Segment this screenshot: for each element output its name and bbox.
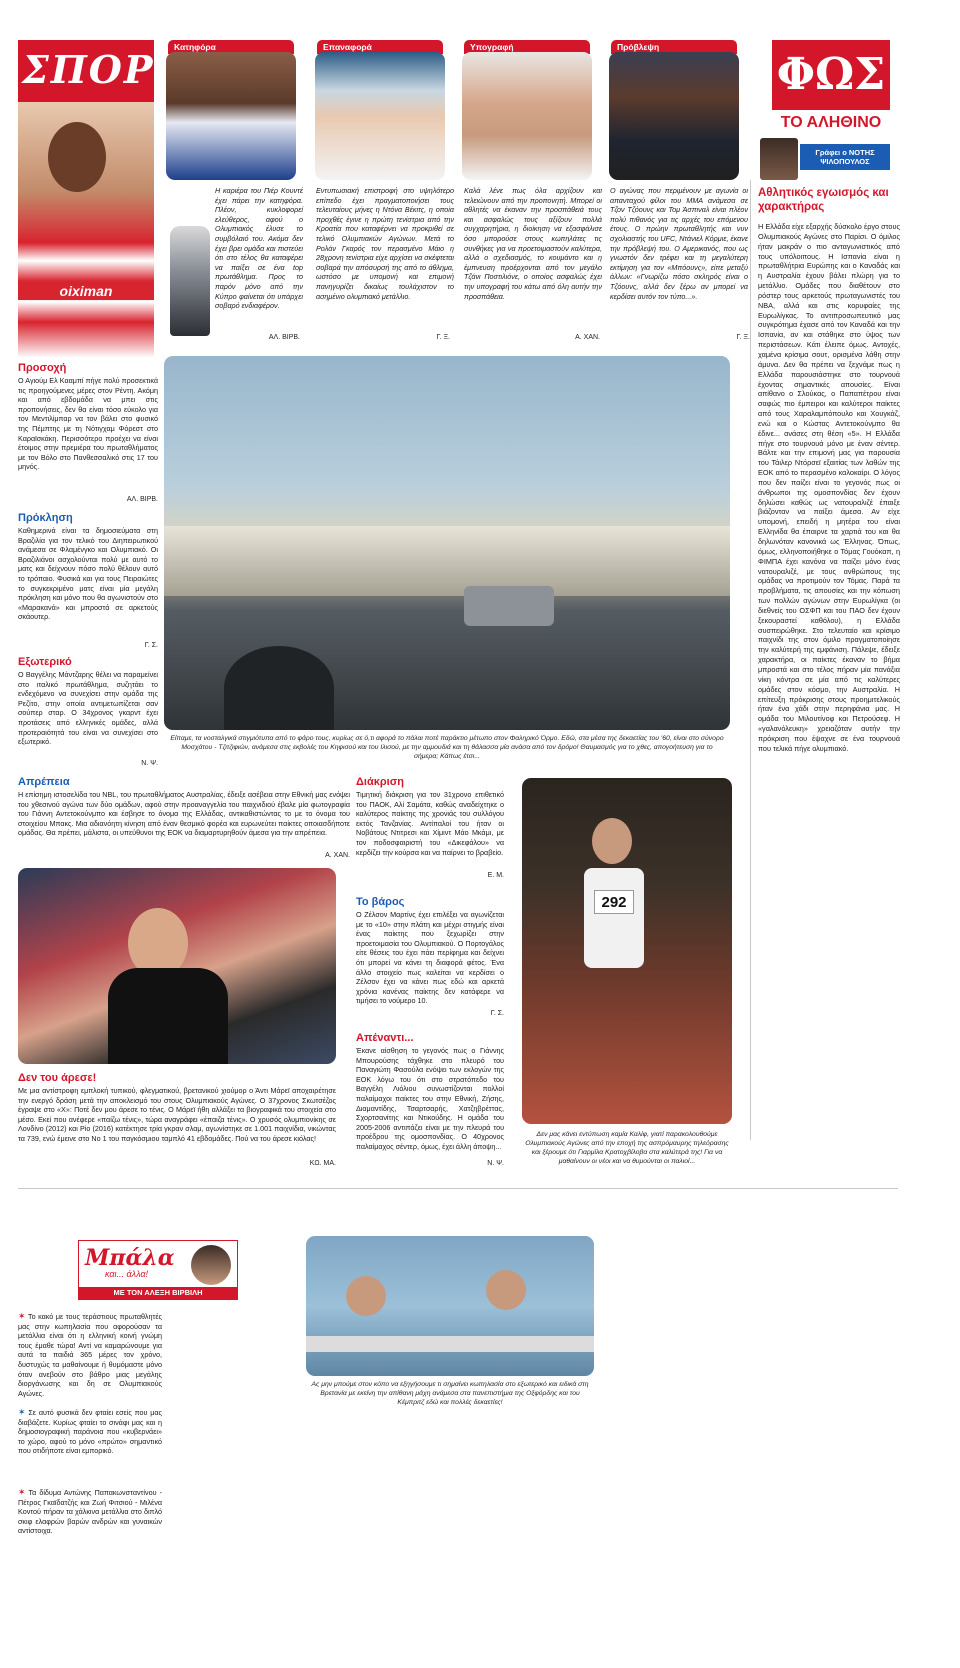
tag-epanafora: Επαναφορά: [317, 40, 443, 54]
sig-prosoxi: ΑΛ. ΒΙΡΒ.: [126, 496, 158, 503]
heading-proklisi: Πρόκληση: [18, 512, 73, 524]
sig-exoteriko: Ν. Ψ.: [141, 760, 158, 767]
sig-katifora: ΑΛ. ΒΙΡΒ.: [268, 334, 300, 341]
star-icon: ✶: [18, 1487, 26, 1497]
fos-byline-box: [800, 144, 890, 170]
mpala-item-1: [18, 1312, 162, 1398]
fos-author-photo: [760, 138, 798, 180]
star-icon: ✶: [18, 1311, 26, 1321]
divider: [18, 1188, 898, 1189]
runner-bib: 292: [594, 890, 634, 914]
sig-aprepeia: Α. ΧΑΝ.: [325, 852, 350, 859]
trophy-image: [170, 226, 210, 336]
sig-apenanti: Ν. Ψ.: [487, 1160, 504, 1167]
fos-body: Η Ελλάδα είχε εξαρχής δύσκολο έργο στους Ολυμπιακούς Αγώνες στο Παρίσι. Ο όμιλος ήταν μακράν ο πιο ανταγωνιστικός από τους υπόλοιπους. Η Ισπανία είναι η πρωταθλήτρια Ευρώπης και ο Καναδάς και η Αυστραλία έχουν βάλει πλώρη για το μετάλλιο. Ομάδες που διαθέτουν στο ρόστερ τους αρκετούς πρωταγωνιστές του NBA, αλλά και στις κορυφαίες της Ευρωλίγκας. Το αντιπροσωπευτικό μας συγκρότημα έχασε από τον Καναδά και την Ισπανία, αν και στάθηκε στο ύψος των περιστάσεων. Κάτι έλειπε όμως. Αντοχές, χαμένα κρίσιμα σουτ, ορισμένα λάθη στην άμυνα. Δεν θα πρέπει να ξεχνάμε πως η Ελλάδα παρουσιάστηκε στο τουρνουά έχοντας σημαντικές απουσίες. Είναι απίθανο ο Σλούκας, ο Παπαπέτρου είναι σαφώς πιο έμπειροι και καλύτεροι παίκτες από τους Χαραλαμπόπουλο και Χουγκάζ, ενώ και ο Κώστας Αντετοκούνμπο θα έδινε... ανάσες στη θέση «5». Η Ελλάδα πήγε στο τουρνουά μόνο με έναν σέντερ. Βάλτε και την επιμονή μας για παρουσία του Τάιλερ Ντόρσεϊ εξαιτίας των λαθών της ΕΟΚ από το περασμένο καλοκαίρι. Ο λόγος που δεν παίζει είναι το γεγονός πως οι άνθρωποι της ομοσπονδίας δεν έχουν δηλώσει καθώς ως νατουραλιζέ έπαιξε βιάζονταν να παίξει άμεσα. Αν είχε υπομονή, επειδή η μητέρα του είναι Ελληνίδα θα έπαιρνε τα χαρτιά του και θα δηλωνόταν κανονικά ως Έλληνας. Όπως, όμως, ελληνοποιήθηκε ο Τόμας Γουόκαπ, η ΦΙΜΠΑ έχει κανόνα να παίζει μόνο ένας νατουραλιζέ, με τους ανθρώπους της ομάδας να προτιμούν τον Τόμας. Παρά τα προβλήματα, τις απουσίες και την κόπωση των πολλών αγώνων στην Ευρωλίγκα (οι διεθνείς του ΟΣΦΠ και του ΠΑΟ δεν έχουν ξεκουραστεί καθόλου), η Ελλάδα συσπειρώθηκε. Στο τελευταίο και κρίσιμο παιχνίδι της στον όμιλο πραγματοποίησε την καλύτερή της εμφάνιση. Πάλεψε, έδειξε χαρακτήρα, οι παίκτες έκαναν το βήμα μπροστά και στο τέλος πήραν μία πανάξια νίκη κόντρα σε μία από τις καλύτερες ομάδες στον κόσμο, την Αυστραλία. Η επίτευξη πρόκρισης στους προημιτελικούς ήταν ένα χάδι στην περηφάνια μας. Η ομάδα του Μιλουτίνοφ και Πετρούσεφ. Η «γαλανόλευκη» χρειαζόταν αυτήν την πρόκριση που έψαχνε σε ένα τουρνουά που τελικά πήγε ολυμπιακό.: [758, 222, 900, 753]
fos-subtitle: ΤΟ ΑΛΗΘΙΝΟ: [780, 114, 882, 131]
text-proklisi: Καθημερινά είναι τα δημοσιεύματα στη Βραζιλία για τον τελικό του Διηπειρωτικού ανάμεσα σε Φλαμένγκο και Ολυμπιακό. Οι Βραζιλιάνοι ασχολούνται πολύ με αυτό το ματς και δείχνουν πόσο πολύ θέλουν αυτό το τρόπαιο. Φυσικά και για τους Πειραιώτες το συγκεκριμένο ματς είναι μία μεγάλη πρόκληση και μόνο που θα αγωνιστούν στο «Μαρακανά» και μπροστά σε αρκετούς σκάουτερ.: [18, 526, 158, 622]
fos-title: Αθλητικός εγωισμός και χαρακτήρας: [758, 187, 889, 213]
heading-exoteriko: Εξωτερικό: [18, 656, 72, 668]
mpala-byline: ΜΕ ΤΟΝ ΑΛΕΞΗ ΒΙΡΒΙΛΗ: [79, 1287, 237, 1299]
tag-ypografi: Υπογραφή: [464, 40, 590, 54]
text-to-varos: Ο Ζέλσον Μαρτίνς έχει επιλέξει να αγωνίζεται με το «10» στην πλάτη και μέχρι στιγμής είναι ένας παίκτης που ξεχωρίζει στην προετοιμασία του Ολυμπιακού. Ο Πορτογάλος είτε θέσεις του έχει πάει περίφημα και δείχνει ότι μπορεί να κάνει τη διαφορά φέτος. Ένα άλλο στοιχείο πως καλείται να κερδίσει ο Ζέλσον έχει να κάνει πως εδώ και αρκετά χρόνια κανένας παίκτης δεν κατάφερε να τιμήσει το νούμερο 10.: [356, 910, 504, 1006]
tag-katifora: Κατηφόρα: [168, 40, 294, 54]
section-header: [18, 40, 154, 358]
star-icon: ✶: [18, 1407, 26, 1417]
mpala-author-photo: [191, 1245, 231, 1285]
text-murray: Με μια αντίστροφη εμπλοκή τυπικού, φλεγματικού, βρετανικού χιούμορ ο Άντι Μάρεϊ αποχαιρέτησε την ενεργό δράση μετά την αποκλεισμό του στους Ολυμπιακούς Αγώνες. Ο 37χρονος Σκωτσέζος έγραψε στο «Χ»: Ποτέ δεν μου άρεσε το τένις. Ο Μάρεϊ ήθη αλλάξει τα βιογραφικά του στοιχεία στο μέσο. Εκεί που ανέφερε «παίζω τένις», τώρα αναγράφει «έπαιζα τένις». Ο χρυσός ολυμπιονίκης σε Λονδίνο (2012) και Ρίο (2016) κατέκτησε τρία γκραν σλαμ, αγωνίστηκε σε 1.001 παιχνίδια, νικώντας τα 739, ενώ έμεινε στο Νο 1 του παγκόσμιου ταμπλό 41 εβδομάδες. Πού να του άρεσε κιόλας!: [18, 1086, 336, 1143]
rowing-caption: Ας μην μπούμε στον κόπο να εξηγήσουμε τι σημαίνει κωπηλασία στο εξωτερικό και ειδικά στη Βρετανία με εκείνη την απίθανη μάχη ανάμεσα στα πανεπιστήμια της Οξφόρδης και του Κέμπριτζ εδώ και πολλές δεκαετίες!: [311, 1381, 589, 1406]
mpala-item-3: [18, 1488, 162, 1548]
sig-proklisi: Γ. Σ.: [144, 642, 158, 649]
sig-to-varos: Γ. Σ.: [490, 1010, 504, 1017]
heading-murray: Δεν του άρεσε!: [18, 1072, 97, 1084]
photo-vekic: [315, 52, 445, 180]
mpala-text-2: Σε αυτό φυσικά δεν φταίει εσείς που μας διαβάζετε. Κυρίως φταίει το σινάφι μας και η δημοσιογραφική παράνοια που «κυβερνάει» το χώρο, αφού το μόνο «πρώτο» σημαντικό που οτιδήποτε είναι εμπορικό.: [18, 1408, 162, 1456]
mpala-text-1: Το κακό με τους τεράστιους πρωταθλητές μας στην κωπηλασία που αφορούσαν τα μετάλλια είναι ότι η ελληνική κοινή γνώμη τους έμαθε τώρα! Αντί να καμαρώνουμε για αυτά τα παιδιά 365 μέρες τον χρόνο, δυστυχώς τα μαθαίνουμε ή θυμόμαστε μόνο όταν ανεβούν στο βάθρο μιας μεγάλης διοργάνωσης και δη σε Ολυμπιακούς Αγώνες.: [18, 1312, 162, 1398]
fos-logo: ΦΩΣ: [776, 49, 886, 100]
text-apenanti: Έκανε αίσθηση το γεγονός πως ο Γιάννης Μπουρούσης τάχθηκε στο πλευρό του Παναγιώτη Φασούλα ενόψει των εκλογών της ΕΟΚ λόγω του ότι στο στρατόπεδο του Βαγγέλη Λιόλιου συνωστίζονται πολλοί παλαίμαχοι παίκτες του στην Εθνική, Ζήσης, Διαμαντίδης, Τσαρτσαρής, Χατζηβρέττας, Σχορτσανίτης και Ντικούδης. Η ομάδα του 2005-2006 αντιπάζει είναι με την πλευρά του προέδρου της ομοσπονδίας. Ο 40χρονος παλαίμαχος σέντερ, όμως, έχει άλλη άποψη...: [356, 1046, 504, 1151]
photo-rowing: [306, 1236, 594, 1376]
text-exoteriko: Ο Βαγγέλης Μάντζαρης θέλει να παραμείνει στο ιταλικό πρωτάθλημα, συζητάει το ενδεχόμενο να συνεχίσει στην ομάδα της Ρεζίτο, στην οποία αντιμετωπίζεται σαν σούπερ σταρ. Ο 34χρονος γκαρντ έχει προτάσεις από ελληνικές ομάδες, αλλά προτεραιότητά του είναι να συνεχίσει στο εξωτερικό.: [18, 670, 158, 747]
divider: [750, 180, 751, 1140]
heading-prosoxi: Προσοχή: [18, 362, 67, 374]
text-aprepeia: Η επίσημη ιστοσελίδα του NBL, του πρωταθλήματος Αυστραλίας, έδειξε ασέβεια στην Εθνική μας ενόψει του χθεσινού αγώνα των δύο ομάδων, αφού στην προαναγγελία του παιχνιδιού έβαλε μία φωτογραφία του Γιάννη Αντετοκούνμπο και έσβησε το όνομα της Ελλάδας, αντικαθιστώντας το με το όνομα του στοιχείου Μπακς. Μια αδιανόητη κίνηση από έναν θεσμικό φορέα και ευρωνεύτει παίκτες οποιασδήποτε ομάδας. Θα πρέπει, μάλιστα, οι υπεύθυνοι της ΕΟΚ να διαμαρτυρηθούν άμεσα για την απρέπεια.: [18, 790, 350, 838]
runner-caption: Δεν μας κάνει εντύπωση καμία Καλίφ, γιατί παρακολουθούμε Ολυμπιακούς Αγώνες από την εποχή της ασπρόμαυρης τηλεόρασης και ξέρουμε ότι Γιαρμίλα Κρατοχβίλοβα στα καλύτερά της! Για να μαθαίνουν οι νέοι και να θυμούνται οι παλιοί...: [525, 1131, 729, 1165]
sig-provlepsi: Γ. Ξ.: [736, 334, 750, 341]
heading-diakrisi: Διάκριση: [356, 776, 404, 788]
photo-cormier: [609, 52, 739, 180]
text-katifora: Η καριέρα του Πιέρ Κουντέ έχει πάρει την κατηφόρα. Πλέον, κυκλοφορεί ελεύθερος, αφού ο Ολυμπιακός έλυσε το συμβόλαιό του. Ακόμα δεν έχει βρει ομάδα και πιστεύει ότι στο τέλος θα καταφέρει να παίξει σε ένα top πρωτάθλημα. Προς το παρόν μόνο από την Κύπρο φαίνεται ότι υπάρχει σοβαρό ενδιαφέρον.: [215, 186, 303, 311]
text-diakrisi: Τιμητική διάκριση για τον 31χρονο επιθετικό του ΠΑΟΚ, Αλί Σαμάτα, καθώς αναδείχτηκε ο καλύτερος παίκτης της χρονιάς του συλλόγου εκτός Τανζανίας. Αντίπαλοί του ήταν οι Νοβάτους Ντιτρεσι και Χίμιντ Μάο Μκάμι, με τον ποδοσφαιριστή του «Δικεφάλου» να κερδίζει την κούρσα και να παίρνει το βραβείο.: [356, 790, 504, 857]
section-title: ΣΠΟΡ: [22, 47, 155, 92]
heading-aprepeia: Απρέπεια: [18, 776, 70, 788]
heading-apenanti: Απέναντι...: [356, 1032, 414, 1044]
text-provlepsi: Ο αγώνας που περιμένουν με αγωνία οι απανταχού φίλοι του MMA ανάμεσα σε Τζον Τζόουνς και Τομ Άσπιναλ είναι πλέον πολύ πιθανός για τις αρχές του επόμενου έτους. Ο πρώην πρωταθλητής και νυν σχολιαστής του UFC, Ντάνιελ Κόρμιε, έκανε την πρόβλεψή του. Ο Αμερικανός, που ως γνωστόν δεν τρέφει και τη μεγαλύτερη εκτίμηση για τον «Μπόουνς», είπε μεταξύ άλλων: «Γνωρίζω πόσο σκληρός είναι ο Τζόουνς, αλλά δεν ξέρω αν μπορεί να κερδίσει αυτόν τον τύπο...».: [610, 186, 748, 301]
mpala-logo-main: Μπάλα: [85, 1245, 175, 1271]
heading-to-varos: Το βάρος: [356, 896, 405, 908]
sig-epanafora: Γ. Ξ.: [436, 334, 450, 341]
mpala-text-3: Τα δίδυμα Αντώνης Παπακωνσταντίνου - Πέτρος Γκαϊδατζής και Ζωή Φιτσιού - Μιλένα Κοντού πήραν τα χάλκινα μετάλλια στο διπλό σκιφ ελαφρών βαρών ανδρών και γυναικών αντίστοιχα.: [18, 1488, 162, 1536]
text-epanafora: Εντυπωσιακή επιστροφή στο υψηλότερο επίπεδο έχει πραγματοποιήσει τους τελευταίους μήνες η Ντόνα Βέκιτς, η οποία προχθές έγινε η πρώτη τενίστρια από την Κροατία που καταφέρνει να προκριθεί σε τελικό Ολυμπιακών Αγώνων. Μετά το Ρολάν Γκαρός τον περασμένο Μάιο η 28χρονη τενίστρια είχε αρχίσει να σκέφτεται σοβαρά την απόσυρσή της από το άθλημα, ωστόσο με υπομονή και επιμονή πανηγυρίζει δικαίως τουλάχιστον το ασημένιο ολυμπιακό μετάλλιο.: [316, 186, 454, 301]
photo-kounte: [166, 52, 296, 180]
fos-byline: Γράφει ο ΝΟΤΗΣ ΨΙΛΟΠΟΥΛΟΣ: [815, 148, 875, 166]
fos-logo-box: [772, 40, 890, 110]
photo-postiglione: [462, 52, 592, 180]
mpala-logo-sub: και... άλλα!: [105, 1269, 149, 1279]
lower-col-2: [166, 1308, 302, 1548]
text-prosoxi: Ο Αγιούμ Ελ Κααμπί πήγε πολύ προσεκτικά τις προηγούμενες μέρες στον Ρέντη. Ακόμη και από εβδομάδα να μπει στις προπονήσεις, δεν θα είναι τόσο εύκολο για τον Μεντιλίμπαρ να τον βάλει στο φυσικό της Πέμπτης με τη Νότιγχαμ Φόρεστ στο Καραϊσκάκη. Περισσότερο προέχει να είναι έτοιμος στην πρεμιέρα του πρωταθλήματος με τον Βόλο στο Πανθεσσαλικό στις 17 του μηνός.: [18, 376, 158, 472]
main-photo-faliro: [164, 356, 730, 730]
athlete-photo: oiximan: [18, 102, 154, 358]
main-photo-caption: Είπαμε, τα νοσταλγικά στιγμιότυπα από το φάρο τους, κυρίως σε ό,τι αφορά το πάλαι ποτέ παράκτιο μέτωπο στον Φαληρικό Όρμο. Εδώ, στα μέσα της δεκαετίας του '60, είναι στο σύνορο Μοσχάτου - Τζιτζιφιών, ανάμεσα στις εκβολές του Κηφισού και του Ιλισού, με την αμμουδιά και τη θάλασσα μία ανάσα από τον δρόμο! Θαυμασμός για το χθες, απογοήτευση για το σήμερα; Κάπως έτσι...: [170, 735, 724, 760]
mpala-item-2: [18, 1408, 162, 1474]
photo-murray: [18, 868, 336, 1064]
sig-murray: ΚΩ. ΜΑ.: [309, 1160, 336, 1167]
photo-runner: [522, 778, 732, 1124]
sig-ypografi: Α. ΧΑΝ.: [575, 334, 600, 341]
mpala-logo-box: [78, 1240, 238, 1300]
text-ypografi: Καλά λένε πως όλα αρχίζουν και τελειώνουν από την προπονητή. Μπορεί οι αθλητές να έκαναν την προσπάθειά τους και ασφαλώς τους αξίζουν πολλά συγχαρητήρια, η διοίκηση να εξασφάλισε όσο μπορούσε στους κωπηλάτες τις συνθήκες για να προετοιμαστούν καλύτερα, αλλά ο σχεδιασμός, το κουμάντο και η έμπνευση προέρχονται από τον μεγάλο Τζάνι Ποστιλιόνε, ο οποίος ασφαλώς έχει την υπογραφή του κάτω από όλη αυτήν την προσπάθεια.: [464, 186, 602, 301]
sig-diakrisi: Ε. Μ.: [487, 872, 504, 879]
tag-provlepsi: Πρόβλεψη: [611, 40, 737, 54]
